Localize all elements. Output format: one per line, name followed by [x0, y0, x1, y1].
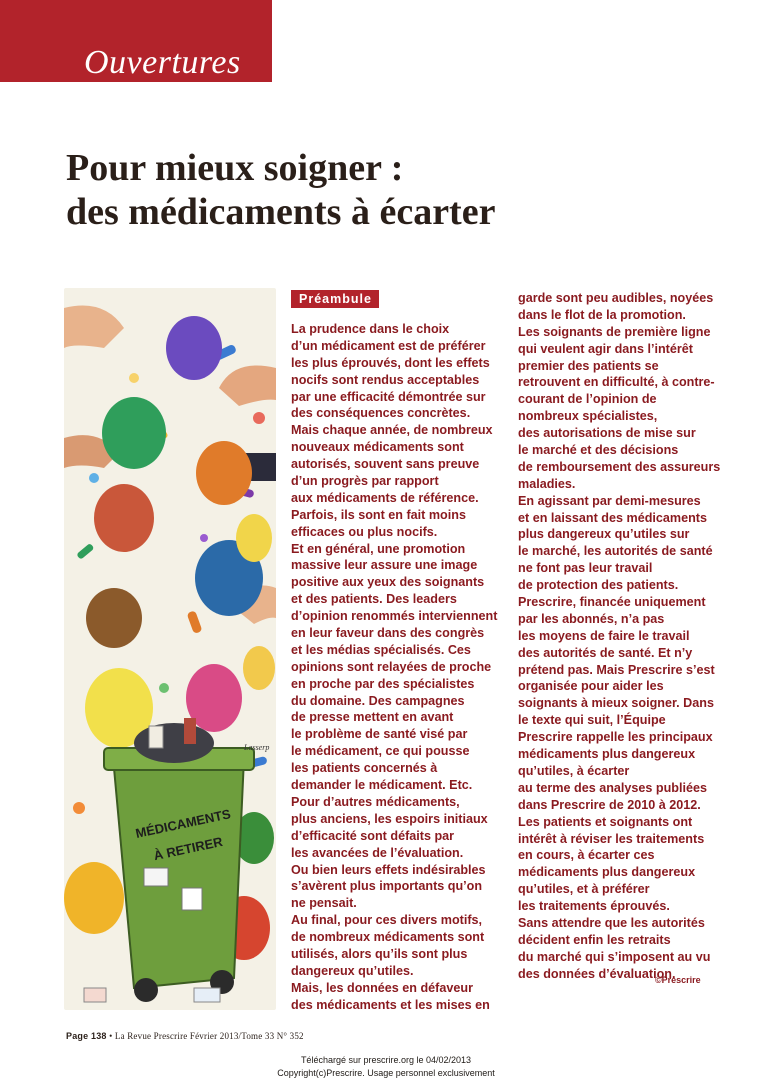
text-line: d’efficacité sont défaits par [291, 828, 455, 843]
text-line: du marché qui s’imposent au vu [518, 949, 711, 964]
text-line: de presse mettent en avant [291, 710, 454, 725]
text-line: prétend pas. Mais Prescrire s’est [518, 662, 715, 677]
text-line: en proche par des spécialistes [291, 676, 475, 691]
text-line: soignants à mieux soigner. Dans [518, 696, 714, 711]
text-line: Mais chaque année, de nombreux [291, 423, 493, 438]
text-line: d’opinion renommés interviennent [291, 609, 498, 624]
text-line: par une efficacité démontrée sur [291, 389, 486, 404]
text-line: des conséquences concrètes. [291, 406, 471, 421]
copyright-mark: ©Prescrire [655, 975, 701, 985]
text-line: des médicaments et les mises en [291, 997, 490, 1012]
text-line: les plus éprouvés, dont les effets [291, 355, 490, 370]
bin-label-line-2: À RETIRER [152, 833, 224, 864]
text-line: Les patients et soignants ont [518, 814, 693, 829]
text-column-2 [518, 290, 730, 983]
text-line: et en laissant des médicaments [518, 510, 707, 525]
text-line: Les soignants de première ligne [518, 324, 711, 339]
text-line: garde sont peu audibles, noyées [518, 291, 714, 305]
text-line: demander le médicament. Etc. [291, 778, 473, 793]
text-line: nocifs sont rendus acceptables [291, 372, 480, 387]
journal-reference: • La Revue Prescrire Février 2013/Tome 33 N° 352 [106, 1031, 304, 1041]
text-line: par les abonnés, n’a pas [518, 611, 665, 626]
text-line: le marché, les autorités de santé [518, 544, 713, 559]
text-line: ne pensait. [291, 896, 357, 911]
text-line: médicaments plus dangereux [518, 747, 696, 762]
text-line: en leur faveur dans des congrès [291, 626, 485, 641]
text-line: nombreux spécialistes, [518, 409, 658, 424]
text-line: Pour d’autres médicaments, [291, 794, 460, 809]
text-line: Au final, pour ces divers motifs, [291, 913, 483, 928]
text-line: Prescrire rappelle les principaux [518, 730, 713, 745]
text-line: de protection des patients. [518, 578, 679, 593]
text-line: du domaine. Des campagnes [291, 693, 465, 708]
text-line: autorisés, souvent sans preuve [291, 457, 480, 472]
text-line: qui veulent agir dans l’intérêt [518, 341, 693, 356]
text-line: le médicament, ce qui pousse [291, 744, 470, 759]
text-line: maladies. [518, 476, 576, 491]
text-line: médicaments plus dangereux [518, 865, 696, 880]
illustration [64, 288, 276, 1010]
title-line-2: des médicaments à écarter [66, 191, 496, 233]
page-number: Page 138 [66, 1031, 107, 1041]
usage-line: Copyright(c)Prescrire. Usage personnel exclusivement [277, 1068, 495, 1078]
text-line: les moyens de faire le travail [518, 628, 690, 643]
text-line: retrouvent en difficulté, à contre- [518, 375, 715, 390]
text-line: organisée pour aider les [518, 679, 664, 694]
text-line: intérêt à réviser les traitements [518, 831, 705, 846]
text-line: ne font pas leur travail [518, 561, 653, 576]
text-line: des données d’évaluation. [518, 966, 676, 981]
text-line: La prudence dans le choix [291, 322, 450, 336]
text-line: courant de l’opinion de [518, 392, 657, 407]
text-line: les traitements éprouvés. [518, 899, 670, 914]
text-line: Prescrire, financée uniquement [518, 595, 706, 610]
text-line: les avancées de l’évaluation. [291, 845, 464, 860]
text-line: de nombreux médicaments sont [291, 930, 485, 945]
text-line: positive aux yeux des soignants [291, 575, 485, 590]
text-line: nouveaux médicaments sont [291, 440, 464, 455]
text-line: au terme des analyses publiées [518, 780, 707, 795]
download-notice [254, 1054, 518, 1080]
page-footer [66, 1031, 304, 1041]
text-line: le problème de santé visé par [291, 727, 468, 742]
text-line: Et en général, une promotion [291, 541, 466, 556]
text-line: dans Prescrire de 2010 à 2012. [518, 797, 701, 812]
bin-label-line-1: MÉDICAMENTS [134, 806, 232, 841]
text-line: utilisés, alors qu’ils sont plus [291, 946, 468, 961]
text-line: et des patients. Des leaders [291, 592, 457, 607]
text-line: Mais, les données en défaveur [291, 980, 473, 995]
text-line: Sans attendre que les autorités [518, 915, 705, 930]
text-line: dans le flot de la promotion. [518, 307, 686, 322]
text-line: et les médias spécialisés. Ces [291, 642, 471, 657]
download-line: Téléchargé sur prescrire.org le 04/02/2013 [300, 1055, 472, 1065]
text-line: aux médicaments de référence. [291, 490, 479, 505]
text-line: efficaces ou plus nocifs. [291, 524, 438, 539]
text-line: Ou bien leurs effets indésirables [291, 862, 486, 877]
section-label: Ouvertures [84, 44, 241, 81]
text-line: premier des patients se [518, 358, 659, 373]
text-line: dangereux qu’utiles. [291, 963, 414, 978]
text-line: des autorités de santé. Et n’y [518, 645, 693, 660]
artist-signature: Lasserp [244, 743, 270, 752]
preamble-badge: Préambule [291, 290, 379, 308]
text-line: d’un médicament est de préférer [291, 338, 486, 353]
title-line-1: Pour mieux soigner : [66, 147, 404, 189]
text-line: qu’utiles, et à préférer [518, 882, 650, 897]
text-line: en cours, à écarter ces [518, 848, 655, 863]
text-line: décident enfin les retraits [518, 932, 671, 947]
text-line: opinions sont relayées de proche [291, 659, 492, 674]
text-line: massive leur assure une image [291, 558, 478, 573]
text-column-1 [291, 321, 503, 1014]
text-line: qu’utiles, à écarter [518, 763, 630, 778]
article-title [66, 146, 495, 234]
text-line: Parfois, ils sont en fait moins [291, 507, 466, 522]
text-line: de remboursement des assureurs [518, 459, 721, 474]
text-line: d’un progrès par rapport [291, 474, 439, 489]
text-line: plus anciens, les espoirs initiaux [291, 811, 488, 826]
text-line: le texte qui suit, l’Équipe [518, 713, 666, 728]
text-line: plus dangereux qu’utiles sur [518, 527, 690, 542]
text-line: des autorisations de mise sur [518, 426, 696, 441]
section-tab [0, 0, 272, 82]
text-line: les patients concernés à [291, 761, 438, 776]
text-line: le marché et des décisions [518, 443, 679, 458]
text-line: En agissant par demi-mesures [518, 493, 701, 508]
text-line: s’avèrent plus importants qu’on [291, 879, 483, 894]
